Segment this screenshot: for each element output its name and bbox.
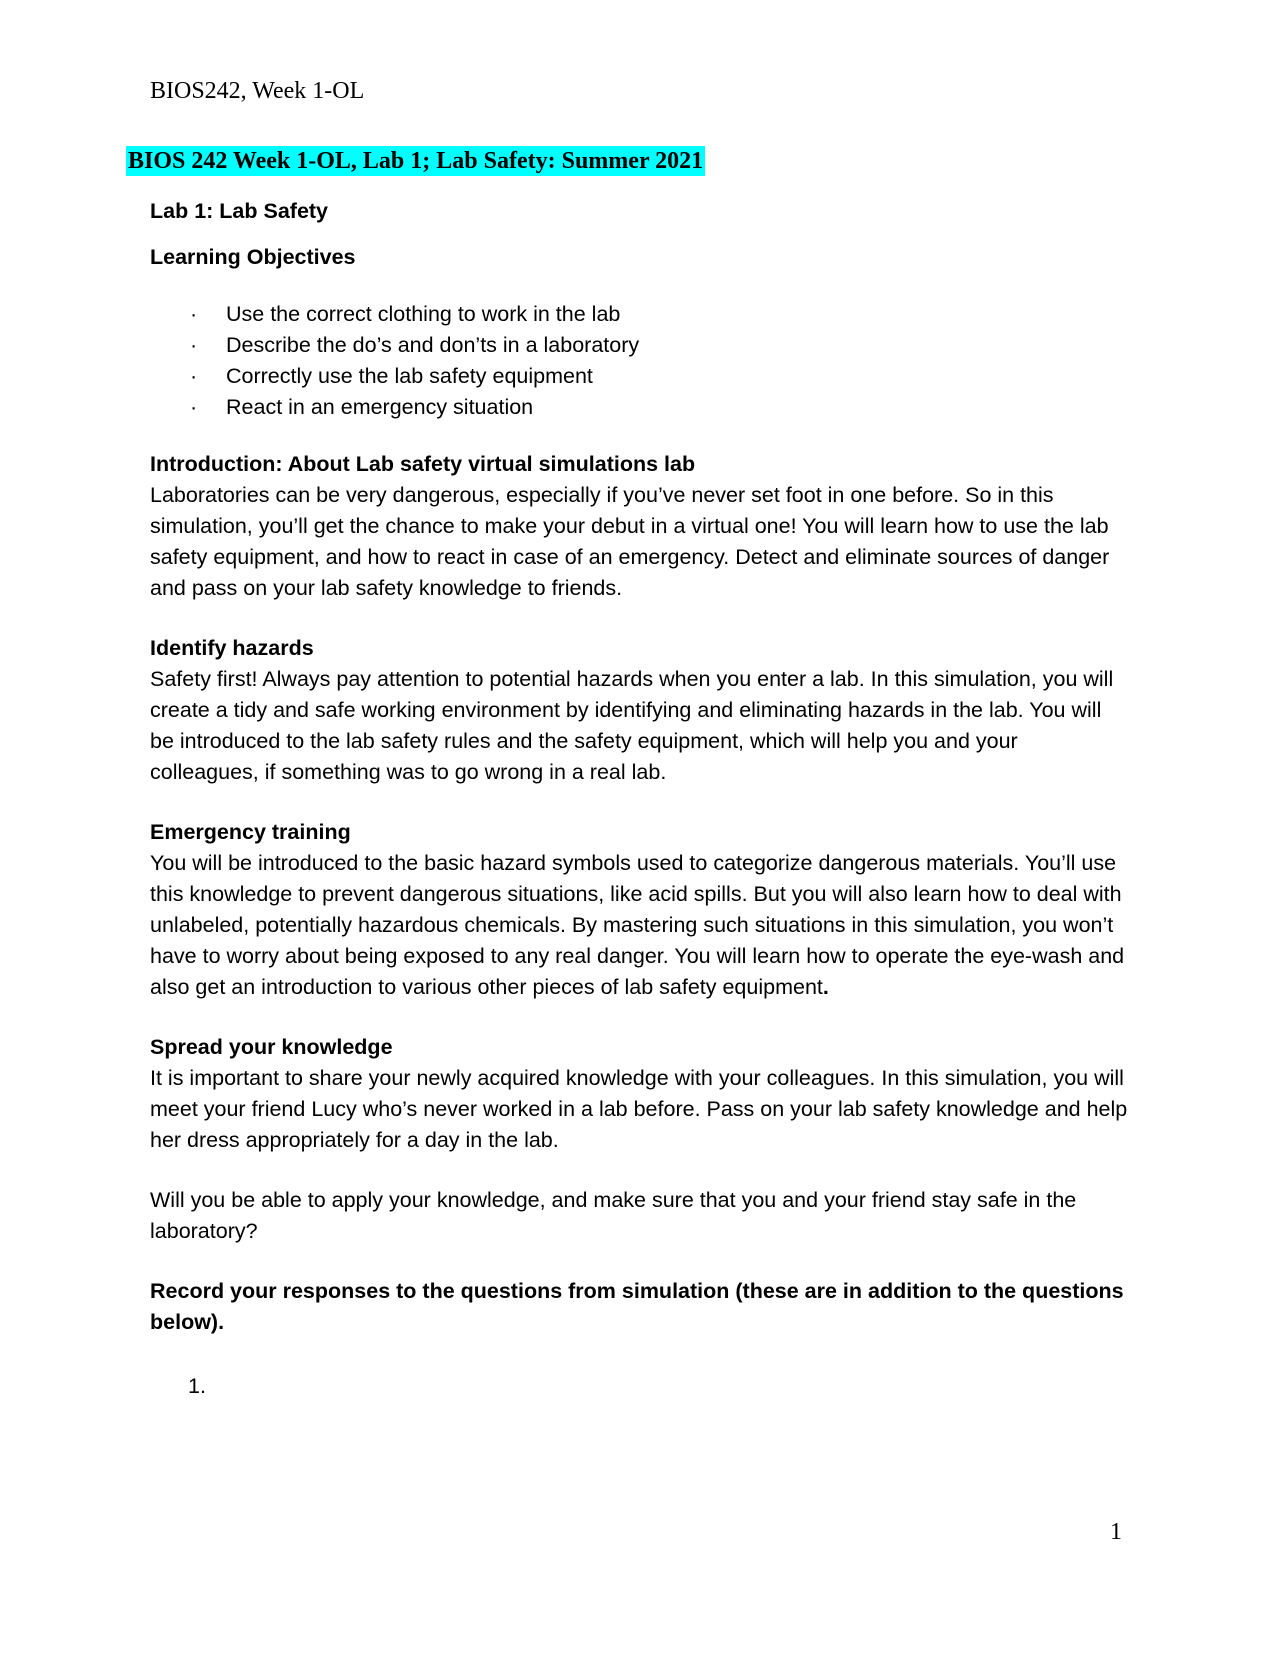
objectives-list	[150, 299, 1130, 423]
page-number: 1	[1110, 1519, 1122, 1545]
emergency-paragraph	[150, 848, 1130, 1003]
objective-text: React in an emergency situation	[226, 395, 534, 419]
objective-text: Use the correct clothing to work in the lab	[226, 302, 621, 326]
spread-section	[150, 1032, 1130, 1156]
objective-text: Describe the do’s and don’ts in a laboratory	[226, 333, 640, 357]
intro-section	[150, 449, 1130, 604]
bullet-dot: ·	[190, 364, 198, 388]
hazards-paragraph: Safety first! Always pay attention to potential hazards when you enter a lab. In this simulation, you will create a tidy and safe working environment by identifying and eliminating hazards in the lab. You will be introduced to the lab safety rules and the safety equipment, which will help you and your colleagues, if something was to go wrong in a real lab.	[150, 667, 1114, 784]
question-section	[150, 1185, 1130, 1247]
emergency-text: You will be introduced to the basic hazard symbols used to categorize dangerous materials. You’ll use this knowledge to prevent dangerous situations, like acid spills. But you will also learn how to deal with unlabeled, potentially hazardous chemicals. By mastering such situations in this simulation, you won’t have to worry about being exposed to any real danger. You will learn how to operate the eye-wash and also get an introduction to various other pieces of lab safety equipment	[150, 851, 1125, 999]
intro-paragraph: Laboratories can be very dangerous, especially if you’ve never set foot in one before. So in this simulation, you’ll get the chance to make your debut in a virtual one! You will learn how to use the lab safety equipment, and how to react in case of an emergency. Detect and eliminate sources of danger and pass on your lab safety knowledge to friends.	[150, 483, 1110, 600]
learning-objectives-heading: Learning Objectives	[150, 245, 356, 269]
spread-paragraph: It is important to share your newly acquired knowledge with your colleagues. In this simulation, you will meet your friend Lucy who’s never worked in a lab before. Pass on your lab safety knowledge and help her dress appropriately for a day in the lab.	[150, 1066, 1128, 1152]
numbered-item: 1.	[188, 1374, 206, 1398]
document-body	[150, 196, 1130, 1402]
record-instructions: Record your responses to the questions from simulation (these are in addition to the questions below).	[150, 1279, 1124, 1334]
list-item	[150, 299, 1130, 330]
record-section	[150, 1276, 1130, 1338]
list-item	[150, 392, 1130, 423]
objective-text: Correctly use the lab safety equipment	[226, 364, 593, 388]
intro-heading: Introduction: About Lab safety virtual simulations lab	[150, 452, 696, 476]
running-header: BIOS242, Week 1-OL	[150, 78, 365, 104]
list-item	[150, 361, 1130, 392]
spread-heading: Spread your knowledge	[150, 1035, 393, 1059]
bullet-dot: ·	[190, 333, 198, 357]
emergency-period: .	[822, 975, 829, 999]
lab-title: Lab 1: Lab Safety	[150, 199, 329, 223]
document-title: BIOS 242 Week 1-OL, Lab 1; Lab Safety: Summer 2021	[128, 148, 704, 174]
bullet-dot: ·	[190, 395, 198, 419]
hazards-heading: Identify hazards	[150, 636, 314, 660]
emergency-heading: Emergency training	[150, 820, 351, 844]
bullet-dot: ·	[190, 302, 198, 326]
list-item	[150, 330, 1130, 361]
question-paragraph: Will you be able to apply your knowledge, and make sure that you and your friend stay safe in the laboratory?	[150, 1188, 1077, 1243]
hazards-section	[150, 633, 1130, 788]
emergency-section	[150, 817, 1130, 1003]
